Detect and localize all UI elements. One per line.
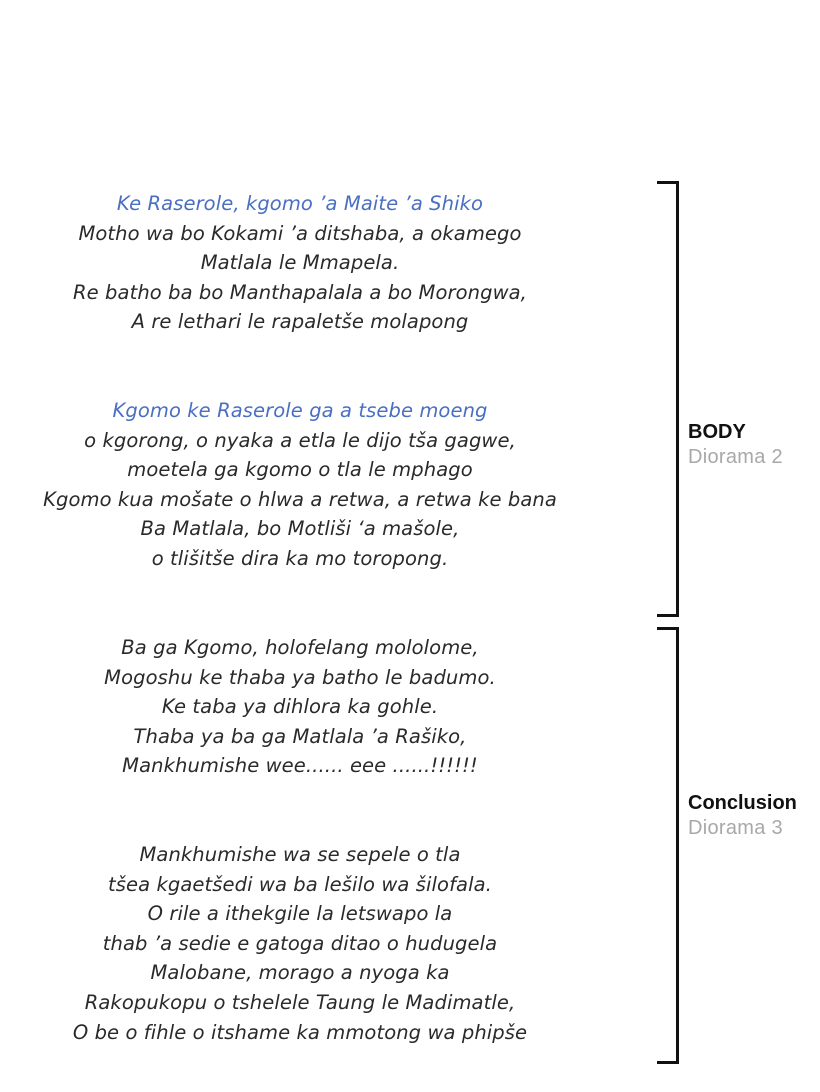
stanza-2 <box>0 396 600 574</box>
body-subtitle: Diorama 2 <box>688 446 783 468</box>
poem-line: Matlala le Mmapela. <box>200 251 400 275</box>
conclusion-title: Conclusion <box>688 792 797 814</box>
poem-line: moetela ga kgomo o tla le mphago <box>127 458 473 482</box>
body-section-label <box>688 420 783 470</box>
stanza-4 <box>0 840 600 1047</box>
poem-line: Ba Matlala, bo Motliši ‘a mašole, <box>140 517 460 541</box>
poem-line: A re lethari le rapaletše molapong <box>131 310 469 334</box>
poem-line: Ba ga Kgomo, holofelang mololome, <box>121 636 479 659</box>
poem-line: Malobane, morago a nyoga ka <box>150 961 450 985</box>
stanza-3 <box>0 633 600 781</box>
poem-line: o kgorong, o nyaka a etla le dijo tša gagwe, <box>84 428 516 452</box>
poem-line: Kgomo kua mošate o hlwa a retwa, a retwa ke bana <box>43 487 557 511</box>
conclusion-subtitle: Diorama 3 <box>688 817 783 839</box>
conclusion-section-label <box>688 791 797 841</box>
poem-line: Mogoshu ke thaba ya batho le badumo. <box>104 665 496 689</box>
poem-line: Motho wa bo Kokami ’a ditshaba, a okamego <box>78 221 522 245</box>
poem-line: thab ’a sedie e gatoga ditao o hudugela <box>102 931 498 955</box>
poem-line: Re batho ba bo Manthapalala a bo Morongwa, <box>73 280 527 304</box>
poem-line: O be o fihle o itshame ka mmotong wa phipše <box>72 1020 528 1044</box>
poem-line: Ke taba ya dihlora ka gohle. <box>161 695 439 719</box>
poem-line: Ke Raserole, kgomo ’a Maite ’a Shiko <box>116 192 484 215</box>
poem-line: Mankhumishe wee...... eee ......!!!!!! <box>122 754 478 778</box>
poem-line: Rakopukopu o tshelele Taung le Madimatle, <box>84 990 516 1014</box>
stanza-1 <box>0 189 600 337</box>
poem-line: Mankhumishe wa se sepele o tla <box>139 843 461 866</box>
conclusion-bracket <box>657 627 679 1064</box>
body-bracket <box>657 181 679 617</box>
poem-line: tšea kgaetšedi wa ba lešilo wa šilofala. <box>108 872 492 896</box>
poem-line: Thaba ya ba ga Matlala ’a Rašiko, <box>133 724 467 748</box>
body-title: BODY <box>688 421 746 443</box>
poem-line: O rile a ithekgile la letswapo la <box>147 902 453 926</box>
poem-line: o tlišitše dira ka mo toropong. <box>151 546 449 570</box>
poem-line: Kgomo ke Raserole ga a tsebe moeng <box>112 399 488 422</box>
